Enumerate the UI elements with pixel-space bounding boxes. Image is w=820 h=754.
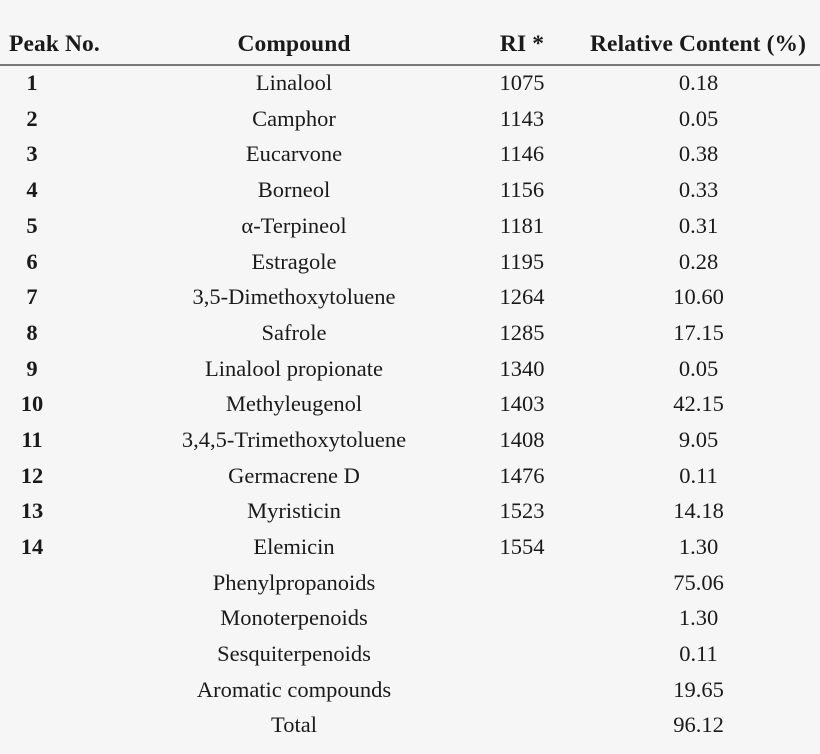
cell-ri (464, 672, 580, 708)
cell-compound: Total (271, 712, 317, 738)
cell-compound: Monoterpenoids (220, 605, 368, 631)
cell-ri: 1156 (499, 177, 545, 203)
table-row (0, 208, 820, 244)
table-row (0, 708, 820, 744)
cell-compound: 3,5-Dimethoxytoluene (192, 284, 396, 310)
cell-compound: Elemicin (253, 534, 335, 560)
cell-relative-content: 0.11 (679, 641, 718, 667)
column-header-compound: Compound (237, 31, 351, 57)
table-row (0, 244, 820, 280)
cell-relative-content: 96.12 (673, 712, 724, 738)
cell-relative-content: 17.15 (673, 319, 724, 345)
table-header (0, 33, 820, 65)
cell-compound: Myristicin (247, 498, 341, 524)
table-row (0, 65, 820, 102)
cell-ri: 1264 (499, 284, 545, 310)
cell-ri (464, 637, 580, 673)
table-row (0, 565, 820, 601)
cell-peak-no (0, 601, 124, 637)
cell-relative-content: 0.05 (678, 105, 719, 131)
cell-ri: 1146 (499, 141, 545, 167)
table-row (0, 173, 820, 209)
cell-compound: 3,4,5-Trimethoxytoluene (181, 426, 407, 452)
cell-compound: Linalool propionate (204, 355, 384, 381)
cell-compound: Aromatic compounds (196, 676, 392, 702)
cell-compound: Eucarvone (245, 141, 343, 167)
cell-peak-no (0, 637, 124, 673)
cell-compound: α-Terpineol (241, 212, 347, 238)
table-header-row (0, 33, 820, 65)
table-row (0, 137, 820, 173)
cell-relative-content: 1.30 (678, 534, 719, 560)
cell-peak-no: 7 (26, 284, 38, 310)
table-row (0, 422, 820, 458)
cell-relative-content: 0.11 (679, 462, 718, 488)
cell-ri: 1285 (499, 319, 545, 345)
cell-relative-content: 14.18 (673, 498, 724, 524)
cell-ri: 1554 (499, 534, 545, 560)
cell-relative-content: 0.18 (678, 70, 719, 96)
cell-peak-no: 6 (26, 248, 38, 274)
cell-compound: Methyleugenol (225, 391, 363, 417)
cell-peak-no: 11 (21, 426, 43, 452)
cell-peak-no: 8 (26, 319, 38, 345)
cell-compound: Germacrene D (228, 462, 360, 488)
cell-peak-no: 12 (20, 462, 44, 488)
cell-compound: Linalool (255, 70, 333, 96)
cell-relative-content: 75.06 (673, 569, 724, 595)
column-header-peak-no: Peak No. (9, 31, 100, 57)
cell-relative-content: 19.65 (673, 676, 724, 702)
cell-compound: Sesquiterpenoids (217, 641, 371, 667)
cell-compound: Estragole (251, 248, 337, 274)
cell-peak-no: 1 (26, 70, 38, 96)
cell-ri: 1403 (499, 391, 545, 417)
cell-relative-content: 9.05 (678, 426, 719, 452)
cell-compound: Camphor (252, 105, 336, 131)
cell-relative-content: 0.33 (678, 177, 719, 203)
table-row (0, 529, 820, 565)
table-row (0, 637, 820, 673)
cell-peak-no (0, 565, 124, 601)
cell-ri: 1340 (499, 355, 545, 381)
cell-relative-content: 0.38 (678, 141, 719, 167)
table-row (0, 458, 820, 494)
table-row (0, 280, 820, 316)
cell-relative-content: 10.60 (673, 284, 724, 310)
table-row (0, 672, 820, 708)
cell-relative-content: 0.05 (678, 355, 719, 381)
cell-peak-no (0, 708, 124, 744)
cell-relative-content: 0.31 (678, 212, 719, 238)
table-row (0, 351, 820, 387)
cell-peak-no: 3 (26, 141, 38, 167)
table-row (0, 494, 820, 530)
cell-peak-no: 9 (26, 355, 38, 381)
table-row (0, 315, 820, 351)
cell-peak-no: 14 (20, 534, 44, 560)
cell-compound: Phenylpropanoids (212, 569, 376, 595)
cell-peak-no: 10 (20, 391, 44, 417)
cell-ri: 1523 (499, 498, 545, 524)
cell-peak-no: 2 (26, 105, 38, 131)
cell-ri: 1181 (499, 212, 545, 238)
cell-relative-content: 0.28 (678, 248, 719, 274)
table-row (0, 101, 820, 137)
compound-data-table (0, 33, 820, 744)
table-body (0, 65, 820, 744)
cell-compound: Safrole (261, 319, 327, 345)
cell-peak-no: 5 (26, 212, 38, 238)
table-row (0, 601, 820, 637)
cell-ri: 1195 (499, 248, 545, 274)
cell-ri (464, 601, 580, 637)
cell-ri: 1075 (499, 70, 545, 96)
cell-peak-no: 13 (20, 498, 44, 524)
column-header-relative-content: Relative Content (%) (589, 31, 807, 57)
cell-relative-content: 42.15 (673, 391, 724, 417)
cell-ri: 1476 (499, 462, 545, 488)
cell-ri: 1408 (499, 426, 545, 452)
cell-peak-no (0, 672, 124, 708)
column-header-ri: RI * (499, 31, 545, 57)
cell-ri (464, 708, 580, 744)
cell-compound: Borneol (257, 177, 331, 203)
cell-ri (464, 565, 580, 601)
cell-relative-content: 1.30 (678, 605, 719, 631)
table-row (0, 387, 820, 423)
cell-ri: 1143 (499, 105, 545, 131)
cell-peak-no: 4 (26, 177, 38, 203)
